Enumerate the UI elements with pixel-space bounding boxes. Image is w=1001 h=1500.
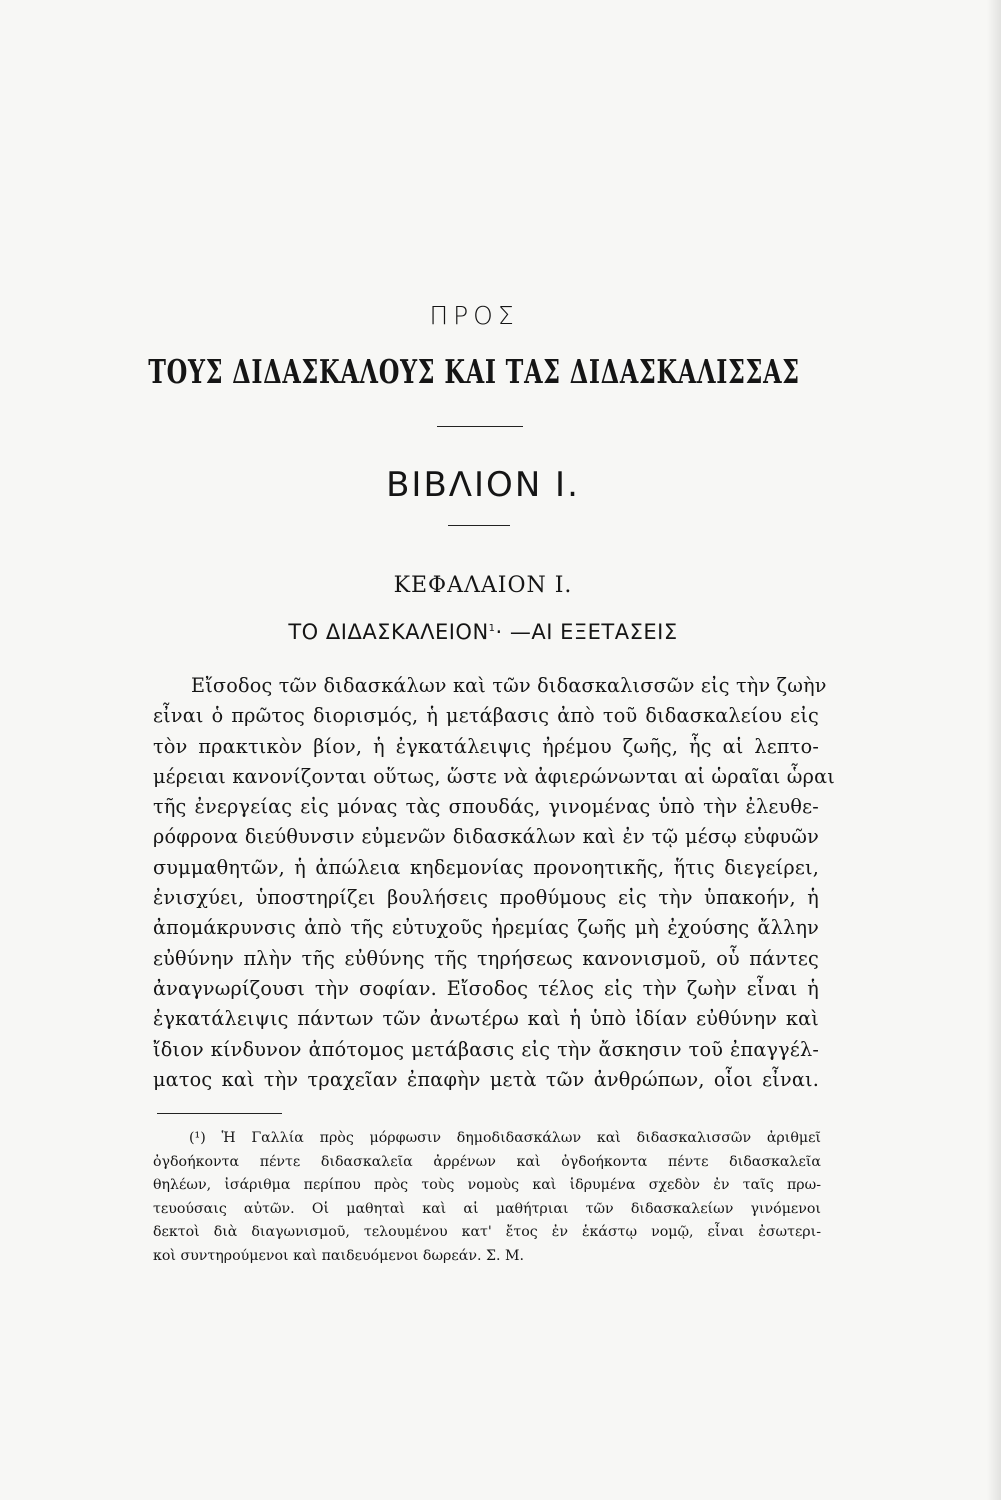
body-line: ἀπομάκρυνσις ἀπὸ τῆς εὐτυχοῦς ἠρεμίας ζωῆς μὴ ἐχούσης ἄλλην xyxy=(153,916,819,940)
dedication-heading: ΤΟΥΣ ΔΙΔΑΣΚΑΛΟΥΣ ΚΑΙ ΤΑΣ ΔΙΔΑΣΚΑΛΙΣΣΑΣ xyxy=(148,352,800,391)
footnote-line: ὀγδοήκοντα πέντε διδασκαλεῖα ἀρρένων καὶ ὀγδοήκοντα πέντε διδασκαλεῖα xyxy=(153,1153,821,1170)
book-title: ΒΙΒΛΙΟΝ Ι. xyxy=(386,465,580,505)
body-paragraph xyxy=(153,671,835,1095)
footnote-line: κοὶ συντηρούμενοι καὶ παιδευόμενοι δωρεάν. Σ. Μ. xyxy=(153,1247,525,1264)
footnote-line: δεκτοὶ διὰ διαγωνισμοῦ, τελουμένου κατ' ἔτος ἐν ἑκάστῳ νομῷ, εἶναι ἐσωτερι- xyxy=(153,1224,821,1240)
heading-divider-top xyxy=(437,426,523,427)
footnote-line: (¹) Ἡ Γαλλία πρὸς μόρφωσιν δημοδιδασκάλων καὶ διδασκαλισσῶν ἀριθμεῖ xyxy=(189,1130,821,1146)
body-line: Εἴσοδος τῶν διδασκάλων καὶ τῶν διδασκαλισσῶν εἰς τὴν ζωὴν xyxy=(191,674,827,697)
footnote-reference: 1 xyxy=(488,623,496,634)
body-line: ἀναγνωρίζουσι τὴν σοφίαν. Εἴσοδος τέλος εἰς τὴν ζωὴν εἶναι ἡ xyxy=(153,976,819,1000)
footnote xyxy=(153,1127,821,1268)
chapter-title-rest: · —ΑΙ ΕΞΕΤΑΣΕΙΣ xyxy=(495,620,678,644)
body-line: ἐνισχύει, ὑποστηρίζει βουλήσεις προθύμους εἰς τὴν ὑπακοήν, ἡ xyxy=(153,886,819,910)
footnote-separator xyxy=(157,1113,282,1114)
chapter-title xyxy=(0,620,966,644)
body-line: τὸν πρακτικὸν βίον, ἡ ἐγκατάλειψις ἠρέμου ζωῆς, ἧς αἱ λεπτο- xyxy=(153,734,819,758)
body-line: εἶναι ὁ πρῶτος διορισμός, ἡ μετάβασις ἀπὸ τοῦ διδασκαλείου εἰς xyxy=(153,704,819,728)
body-line: μέρειαι κανονίζονται οὕτως, ὥστε νὰ ἀφιερώνωνται αἱ ὡραῖαι ὧραι xyxy=(153,764,835,788)
dedication-preposition: ΠΡΟΣ xyxy=(429,301,519,330)
body-line: εὐθύνην πλὴν τῆς εὐθύνης τῆς τηρήσεως κανονισμοῦ, οὗ πάντες xyxy=(153,946,819,970)
chapter-label: ΚΕΦΑΛΑΙΟΝ Ι. xyxy=(393,573,573,598)
footnote-line: θηλέων, ἰσάριθμα περίπου πρὸς τοὺς νομοὺς καὶ ἱδρυμένα σχεδὸν ἐν ταῖς πρω- xyxy=(153,1177,821,1193)
body-line: ἐγκατάλειψις πάντων τῶν ἀνωτέρω καὶ ἡ ὑπὸ ἰδίαν εὐθύνην καὶ xyxy=(153,1007,819,1031)
body-line: ματος καὶ τὴν τραχεῖαν ἐπαφὴν μετὰ τῶν ἀνθρώπων, οἷοι εἶναι. xyxy=(153,1067,819,1091)
footnote-line: τευούσαις αὐτῶν. Οἱ μαθηταὶ καὶ αἱ μαθήτριαι τῶν διδασκαλείων γινόμενοι xyxy=(153,1200,821,1217)
page-edge-shadow xyxy=(987,0,1001,1500)
body-line: ἴδιον κίνδυνον ἀπότομος μετάβασις εἰς τὴν ἄσκησιν τοῦ ἐπαγγέλ- xyxy=(153,1037,819,1061)
body-line: συμμαθητῶν, ἡ ἀπώλεια κηδεμονίας προνοητικῆς, ἥτις διεγείρει, xyxy=(153,855,819,879)
body-line: ρόφρονα διεύθυνσιν εὐμενῶν διδασκάλων καὶ ἐν τῷ μέσῳ εὐφυῶν xyxy=(153,825,819,849)
body-line: τῆς ἐνεργείας εἰς μόνας τὰς σπουδάς, γινομένας ὑπὸ τὴν ἐλευθε- xyxy=(153,795,819,819)
chapter-title-main: ΤΟ ΔΙΔΑΣΚΑΛΕΙΟΝ xyxy=(288,620,489,644)
heading-divider-bottom xyxy=(448,525,510,526)
